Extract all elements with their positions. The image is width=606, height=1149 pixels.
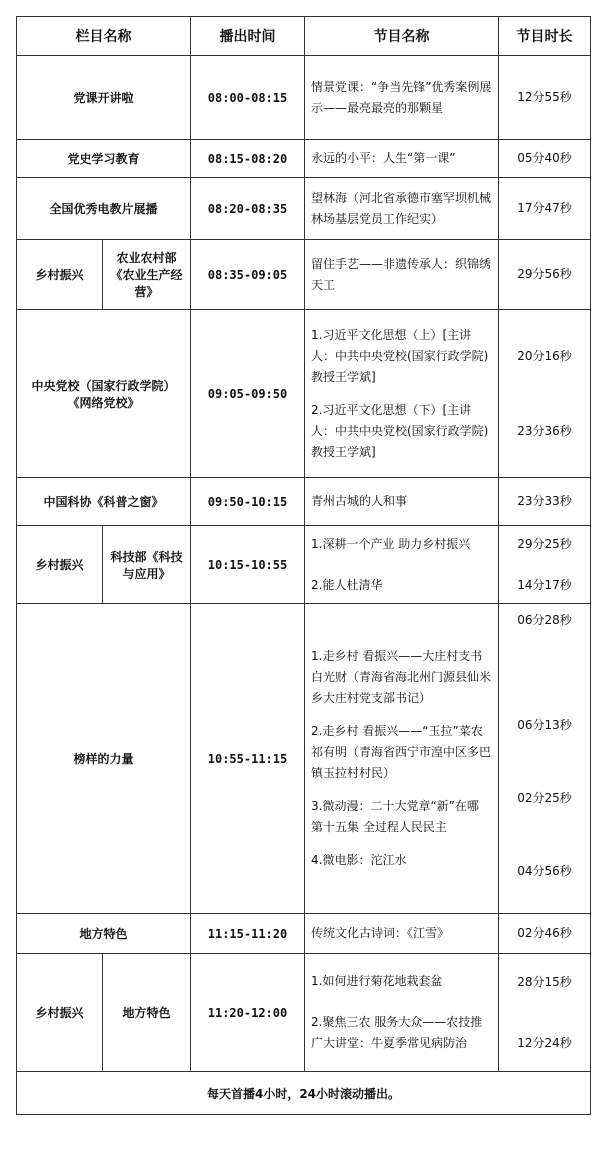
program-item: 望林海（河北省承德市塞罕坝机械林场基层党员工作纪实） bbox=[311, 190, 492, 226]
duration bbox=[499, 954, 591, 1072]
duration-value: 23分36秒 bbox=[517, 423, 572, 438]
duration bbox=[499, 140, 591, 178]
program-name bbox=[305, 178, 499, 240]
duration-value: 02分46秒 bbox=[517, 926, 572, 940]
program-name bbox=[305, 310, 499, 478]
table-row bbox=[17, 604, 591, 914]
duration-value: 05分40秒 bbox=[517, 151, 572, 165]
header-broadcast-time: 播出时间 bbox=[191, 17, 305, 56]
program-item: 留住手艺——非遗传承人：织锦绣天工 bbox=[311, 256, 492, 292]
header-row bbox=[17, 17, 591, 56]
duration bbox=[499, 240, 591, 310]
table-row bbox=[17, 178, 591, 240]
program-item: 4.微电影：沱江水 bbox=[311, 853, 407, 867]
table-row bbox=[17, 914, 591, 954]
duration-value: 06分28秒 bbox=[517, 613, 572, 627]
column-name: 全国优秀电教片展播 bbox=[17, 178, 191, 240]
program-item: 2.走乡村 看振兴——“玉拉”菜农祁有明（青海省西宁市湟中区多巴镇玉拉村村民） bbox=[311, 724, 492, 780]
column-name: 地方特色 bbox=[17, 914, 191, 954]
column-category: 乡村振兴 bbox=[17, 954, 103, 1072]
duration-value: 29分25秒 bbox=[517, 536, 572, 551]
header-column-name: 栏目名称 bbox=[17, 17, 191, 56]
table-row bbox=[17, 240, 591, 310]
duration bbox=[499, 526, 591, 604]
program-item: 1.如何进行菊花地栽套盆 bbox=[311, 974, 443, 988]
broadcast-time: 08:20-08:35 bbox=[191, 178, 305, 240]
duration-value: 17分47秒 bbox=[517, 201, 572, 215]
table-row bbox=[17, 56, 591, 140]
column-subname: 农业农村部《农业生产经营》 bbox=[103, 240, 191, 310]
table-row bbox=[17, 478, 591, 526]
duration-value: 12分55秒 bbox=[517, 90, 572, 104]
program-item: 永远的小平：人生“第一课” bbox=[311, 151, 456, 165]
program-item: 青州古城的人和事 bbox=[311, 494, 408, 508]
duration bbox=[499, 56, 591, 140]
column-name: 榜样的力量 bbox=[17, 604, 191, 914]
broadcast-time: 10:55-11:15 bbox=[191, 604, 305, 914]
footer-row bbox=[17, 1072, 591, 1115]
duration bbox=[499, 310, 591, 478]
program-name bbox=[305, 526, 499, 604]
duration bbox=[499, 178, 591, 240]
program-name bbox=[305, 604, 499, 914]
table-row bbox=[17, 954, 591, 1072]
program-item: 1.走乡村 看振兴——大庄村支书白光财（青海省海北州门源县仙米乡大庄村党支部书记） bbox=[311, 649, 492, 705]
program-item: 情景党课：“争当先锋”优秀案例展示——最亮最亮的那颗星 bbox=[311, 79, 492, 115]
footer-note: 每天首播4小时，24小时滚动播出。 bbox=[17, 1072, 591, 1115]
program-name bbox=[305, 56, 499, 140]
duration-value: 28分15秒 bbox=[517, 974, 572, 989]
duration bbox=[499, 478, 591, 526]
duration-value: 06分13秒 bbox=[517, 718, 572, 732]
broadcast-time: 09:50-10:15 bbox=[191, 478, 305, 526]
column-subname: 地方特色 bbox=[103, 954, 191, 1072]
duration-value: 14分17秒 bbox=[517, 577, 572, 592]
duration-value: 23分33秒 bbox=[517, 494, 572, 508]
broadcast-time: 08:00-08:15 bbox=[191, 56, 305, 140]
duration bbox=[499, 604, 591, 914]
column-category: 乡村振兴 bbox=[17, 240, 103, 310]
broadcast-time: 08:15-08:20 bbox=[191, 140, 305, 178]
duration bbox=[499, 914, 591, 954]
broadcast-time: 09:05-09:50 bbox=[191, 310, 305, 478]
column-name: 党课开讲啦 bbox=[17, 56, 191, 140]
program-item: 3.微动漫：二十大党章“新”在哪 第十五集 全过程人民民主 bbox=[311, 799, 479, 834]
column-name: 中国科协《科普之窗》 bbox=[17, 478, 191, 526]
program-item: 2.习近平文化思想（下）[主讲人：中共中央党校(国家行政学院)教授王学斌] bbox=[311, 402, 489, 459]
duration-value: 12分24秒 bbox=[517, 1035, 572, 1050]
program-name bbox=[305, 914, 499, 954]
table-row bbox=[17, 140, 591, 178]
program-item: 1.深耕一个产业 助力乡村振兴 bbox=[311, 536, 471, 551]
program-item: 1.习近平文化思想（上）[主讲人：中共中央党校(国家行政学院)教授王学斌] bbox=[311, 327, 489, 384]
table-row bbox=[17, 310, 591, 478]
program-name bbox=[305, 478, 499, 526]
program-name bbox=[305, 140, 499, 178]
broadcast-time: 08:35-09:05 bbox=[191, 240, 305, 310]
table-row bbox=[17, 526, 591, 604]
duration-value: 04分56秒 bbox=[517, 864, 572, 878]
program-name bbox=[305, 954, 499, 1072]
column-name: 党史学习教育 bbox=[17, 140, 191, 178]
schedule-table bbox=[16, 16, 591, 1115]
duration-value: 29分56秒 bbox=[517, 267, 572, 281]
program-item: 2.聚焦三农 服务大众——农技推广大讲堂：牛夏季常见病防治 bbox=[311, 1015, 483, 1050]
duration-value: 02分25秒 bbox=[517, 791, 572, 805]
program-item: 传统文化古诗词：《江雪》 bbox=[311, 926, 450, 940]
column-name: 中央党校（国家行政学院）《网络党校》 bbox=[17, 310, 191, 478]
header-duration: 节目时长 bbox=[499, 17, 591, 56]
duration-value: 20分16秒 bbox=[517, 348, 572, 363]
broadcast-time: 11:15-11:20 bbox=[191, 914, 305, 954]
column-subname: 科技部《科技与应用》 bbox=[103, 526, 191, 604]
broadcast-time: 10:15-10:55 bbox=[191, 526, 305, 604]
program-item: 2.能人杜清华 bbox=[311, 577, 383, 592]
column-category: 乡村振兴 bbox=[17, 526, 103, 604]
broadcast-time: 11:20-12:00 bbox=[191, 954, 305, 1072]
header-program-name: 节目名称 bbox=[305, 17, 499, 56]
program-name bbox=[305, 240, 499, 310]
